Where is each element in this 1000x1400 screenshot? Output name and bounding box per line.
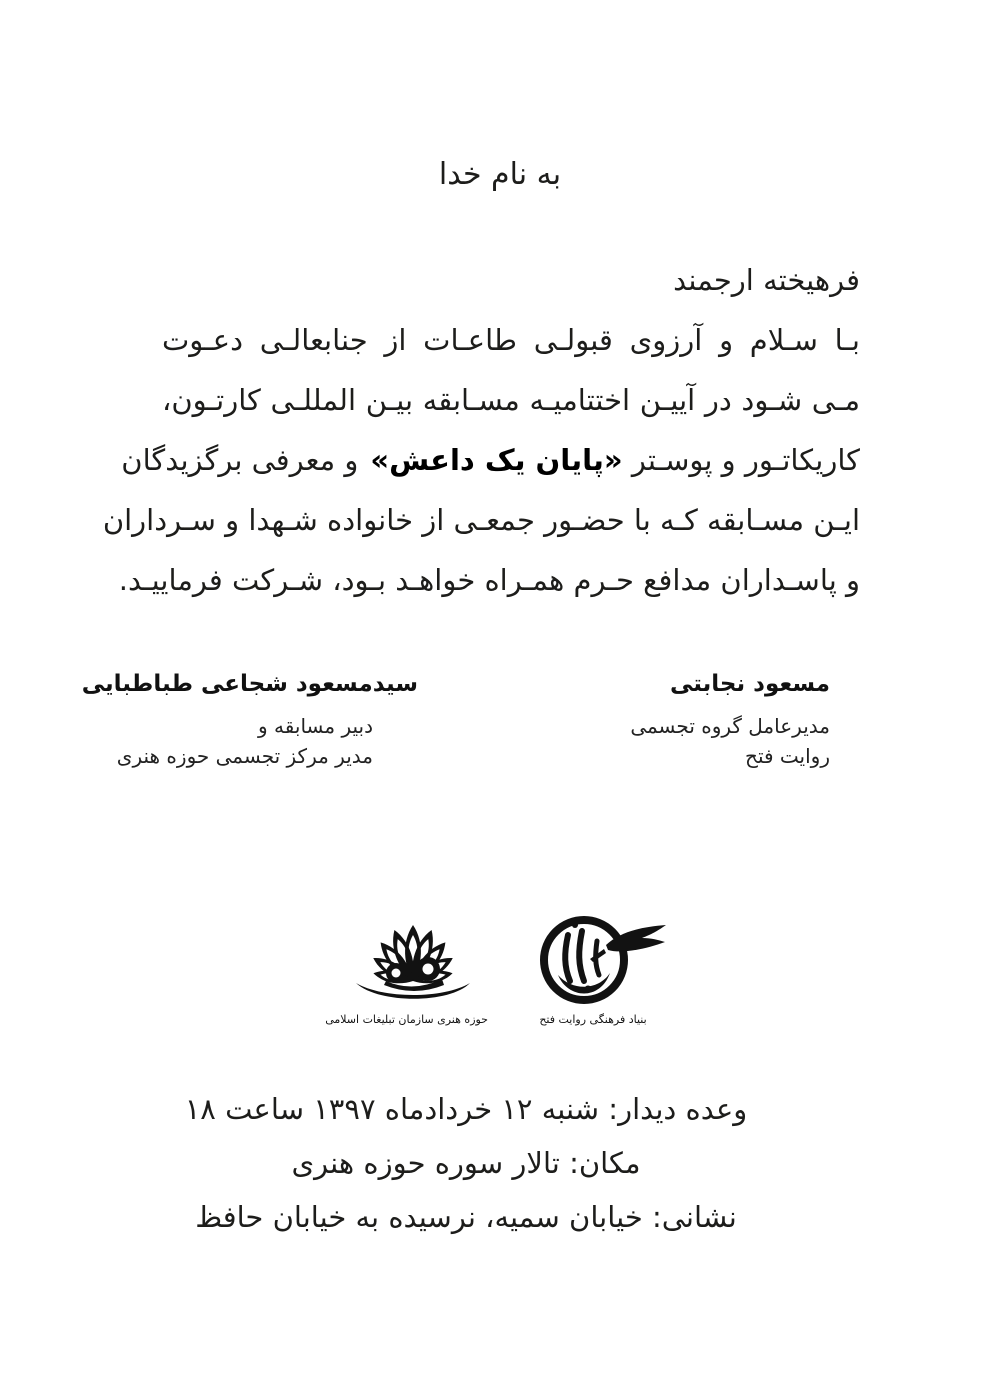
signatory-name-left: سیدمسعود شجاعی طباطبایی — [81, 671, 418, 697]
signatory-role: دبیر مسابقه و — [258, 714, 373, 738]
letter-body — [102, 250, 860, 610]
event-details — [0, 1082, 932, 1244]
body-line-3-pre: کاریکاتـور و پوسـتر — [622, 443, 860, 477]
revayat-fath-emblem-icon — [518, 905, 668, 1005]
body-line-2: مـی شـود در آییـن اختتامیـه مسـابقه بیـن المللـی کارتـون، — [162, 383, 860, 417]
bismillah-text: به نام خدا — [438, 157, 562, 192]
revayat-fath-logo — [518, 905, 668, 1027]
event-date-line: وعده دیدار: شنبه ۱۲ خردادماه ۱۳۹۷ ساعت ۱۸ — [184, 1092, 748, 1126]
signatory-name-right: مسعود نجابتی — [669, 671, 830, 697]
signature-block-right — [630, 664, 830, 771]
revayat-fath-caption: بنیاد فرهنگی روایت فتح — [539, 1013, 647, 1026]
event-title-bold: «پایان یک داعش» — [370, 443, 623, 477]
signatory-role: روایت فتح — [745, 744, 830, 768]
hozeh-honari-caption: حوزه هنری سازمان تبلیغات اسلامی — [325, 1013, 488, 1026]
body-line-1: بـا سـلام و آرزوی قبولـی طاعـات از جنابعالـی دعـوت — [162, 323, 860, 357]
signature-block-left — [81, 664, 418, 771]
event-location-line: مکان: تالار سوره حوزه هنری — [291, 1146, 641, 1180]
body-line-5: و پاسـداران مدافع حـرم همـراه خواهـد بـود، شـرکت فرماییـد. — [118, 563, 860, 597]
event-address-line: نشانی: خیابان سمیه، نرسیده به خیابان حافظ — [195, 1200, 737, 1234]
hozeh-honari-emblem-icon — [338, 905, 488, 1005]
body-line-3 — [121, 430, 860, 490]
hozeh-honari-logo — [325, 905, 488, 1027]
signatory-roles-right — [630, 711, 830, 771]
signatory-roles-left — [116, 711, 418, 771]
body-line-4: ایـن مسـابقه کـه با حضـور جمعـی از خانواده شـهدا و سـرداران — [102, 503, 860, 537]
signatory-role: مدیر مرکز تجسمی حوزه هنری — [116, 744, 373, 768]
signatory-role: مدیرعامل گروه تجسمی — [630, 714, 830, 738]
body-line-3-post: و معرفی برگزیدگان — [121, 443, 359, 477]
salutation: فرهیخته ارجمند — [673, 263, 860, 297]
